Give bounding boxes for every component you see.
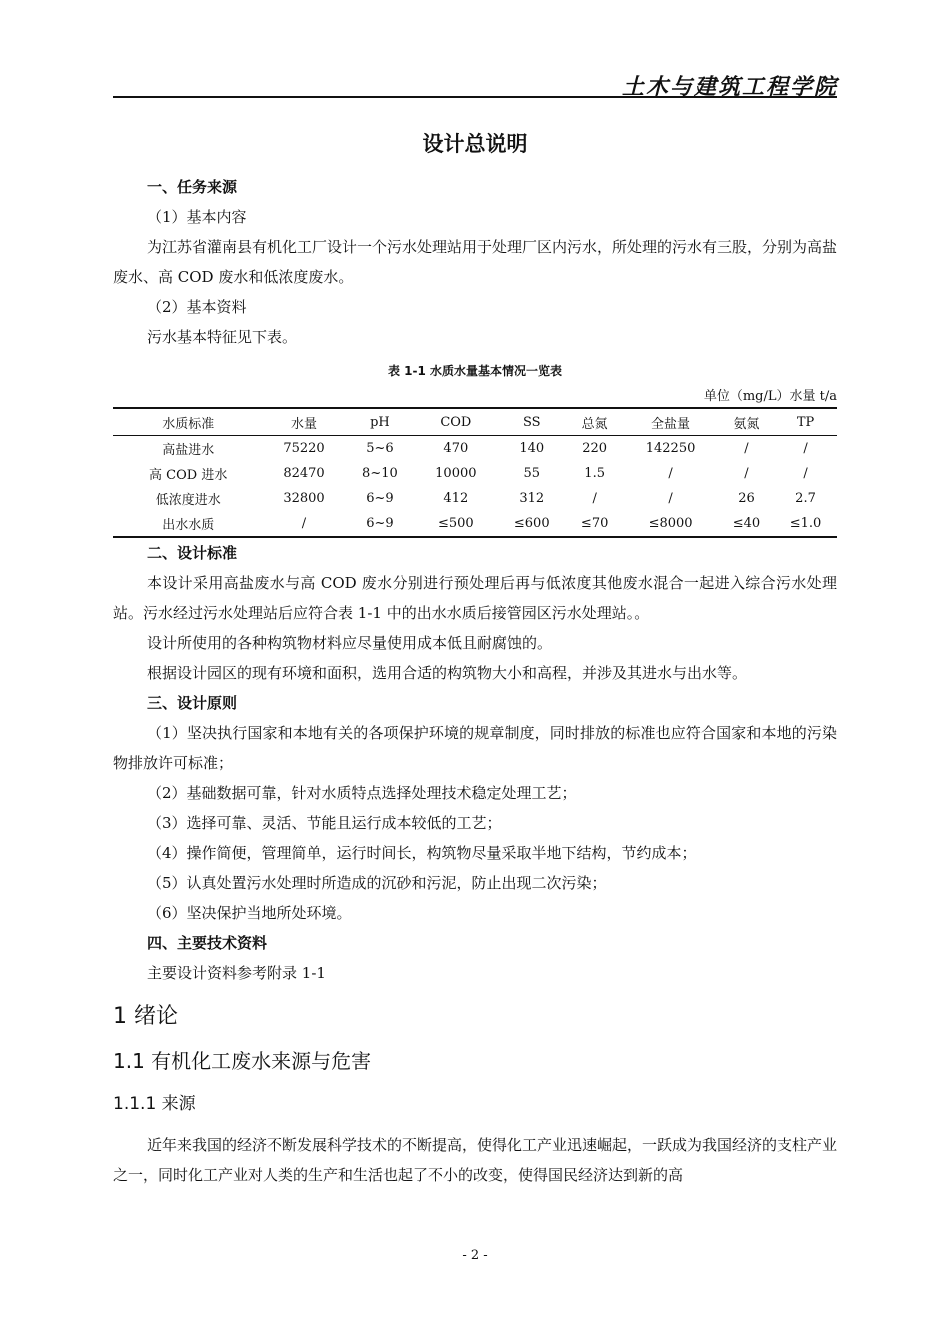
table-cell: 82470 [283, 466, 325, 481]
table-cell: ≤8000 [622, 511, 719, 537]
page-content [113, 128, 837, 1190]
table-cell: 142250 [645, 441, 696, 456]
principle-item: （5）认真处置污水处理时所造成的沉砂和污泥，防止出现二次污染； [147, 874, 607, 892]
table-cell: 220 [582, 441, 608, 456]
institution-logo: 土木与建筑工程学院 [621, 74, 838, 100]
chapter-heading: 1 绪论 [113, 1004, 178, 1029]
table-cell: ≤600 [496, 511, 567, 537]
table-row [113, 511, 837, 537]
principle-item: （4）操作简便，管理简单，运行时间长，构筑物尽量采取半地下结构，节约成本； [147, 844, 697, 862]
col-header: SS [496, 408, 567, 436]
col-header: COD [415, 408, 496, 436]
col-header: TP [774, 408, 837, 436]
table-cell: / [592, 491, 597, 506]
col-header: 氨氮 [719, 408, 774, 436]
section1-para2: 污水基本特征见下表。 [147, 328, 298, 346]
table-cell: / [744, 441, 749, 456]
table-cell: 470 [443, 441, 469, 456]
section1-sub1: （1）基本内容 [147, 208, 247, 226]
section1-sub2: （2）基本资料 [147, 298, 247, 316]
col-header: 总氮 [567, 408, 622, 436]
section4-para: 主要设计资料参考附录 1-1 [147, 964, 326, 982]
col-header: pH [345, 408, 416, 436]
water-quality-table [113, 407, 837, 538]
principle-item: （2）基础数据可靠，针对水质特点选择处理技术稳定处理工艺； [147, 784, 577, 802]
table-cell: 75220 [283, 441, 325, 456]
table-cell: 高 COD 进水 [149, 468, 228, 483]
chapter1-para: 近年来我国的经济不断发展科学技术的不断提高，使得化工产业迅速崛起，一跃成为我国经济的支柱产业之一，同时化工产业对人类的生产和生活也起了不小的改变，使得国民经济达到新的高 [113, 1136, 838, 1184]
col-header: 全盐量 [622, 408, 719, 436]
table-caption: 表 1-1 水质水量基本情况一览表 [387, 364, 563, 378]
table-cell: 412 [443, 491, 469, 506]
table-cell: 32800 [283, 491, 325, 506]
table-unit-note: 单位（mg/L）水量 t/a [703, 389, 837, 404]
section4-heading: 四、主要技术资料 [147, 934, 268, 952]
section1-para1: 为江苏省灌南县有机化工厂设计一个污水处理站用于处理厂区内污水，所处理的污水有三股，分别为高盐废水、高 COD 废水和低浓度废水。 [113, 238, 838, 286]
subsection-heading: 1.1.1 来源 [113, 1094, 196, 1114]
section2-para1: 本设计采用高盐废水与高 COD 废水分别进行预处理后再与低浓度其他废水混合一起进入综合污水处理站。污水经过污水处理站后应符合表 1-1 中的出水水质后接管园区污水处理站。。 [113, 574, 837, 622]
table-cell: / [668, 491, 673, 506]
table-cell: / [263, 511, 344, 537]
table-cell: 2.7 [795, 491, 816, 506]
section2-para2: 设计所使用的各种构筑物材料应尽量使用成本低且耐腐蚀的。 [147, 634, 553, 652]
section2-heading: 二、设计标准 [147, 544, 238, 562]
table-cell: ≤1.0 [774, 511, 837, 537]
section3-heading: 三、设计原则 [147, 694, 238, 712]
table-cell: 10000 [435, 466, 477, 481]
table-cell: 6~9 [345, 511, 416, 537]
section1-heading: 一、任务来源 [147, 178, 238, 196]
page-number: - 2 - [462, 1248, 488, 1263]
col-header: 水质标准 [113, 408, 263, 436]
table-cell: ≤500 [415, 511, 496, 537]
table-cell: 1.5 [584, 466, 605, 481]
table-cell: 55 [523, 466, 541, 481]
section2-para3: 根据设计园区的现有环境和面积，选用合适的构筑物大小和高程，并涉及其进水与出水等。 [147, 664, 748, 682]
table-cell: 5~6 [366, 441, 394, 456]
table-cell: 出水水质 [113, 511, 263, 537]
table-row [113, 486, 837, 511]
table-cell: / [668, 466, 673, 481]
table-row [113, 436, 837, 462]
table-cell: 26 [738, 491, 755, 506]
table-row [113, 461, 837, 486]
header-rule [113, 96, 837, 98]
principle-item: （6）坚决保护当地所处环境。 [147, 904, 352, 922]
table-cell: 8~10 [362, 466, 398, 481]
table-cell: / [744, 466, 749, 481]
table-cell: 低浓度进水 [155, 493, 221, 508]
principle-item: （3）选择可靠、灵活、节能且运行成本较低的工艺； [147, 814, 502, 832]
table-cell: 高盐进水 [162, 443, 215, 458]
table-cell: ≤40 [719, 511, 774, 537]
section-heading: 1.1 有机化工废水来源与危害 [113, 1049, 372, 1073]
table-cell: / [803, 441, 808, 456]
table-header-row [113, 408, 837, 436]
principle-item: （1）坚决执行国家和本地有关的各项保护环境的规章制度，同时排放的标准也应符合国家和本地的污染物排放许可标准； [113, 724, 837, 772]
table-cell: 140 [519, 441, 545, 456]
table-cell: 6~9 [366, 491, 394, 506]
table-cell: / [803, 466, 808, 481]
table-cell: 312 [519, 491, 545, 506]
col-header: 水量 [263, 408, 344, 436]
table-cell: ≤70 [567, 511, 622, 537]
document-title: 设计总说明 [422, 132, 528, 156]
